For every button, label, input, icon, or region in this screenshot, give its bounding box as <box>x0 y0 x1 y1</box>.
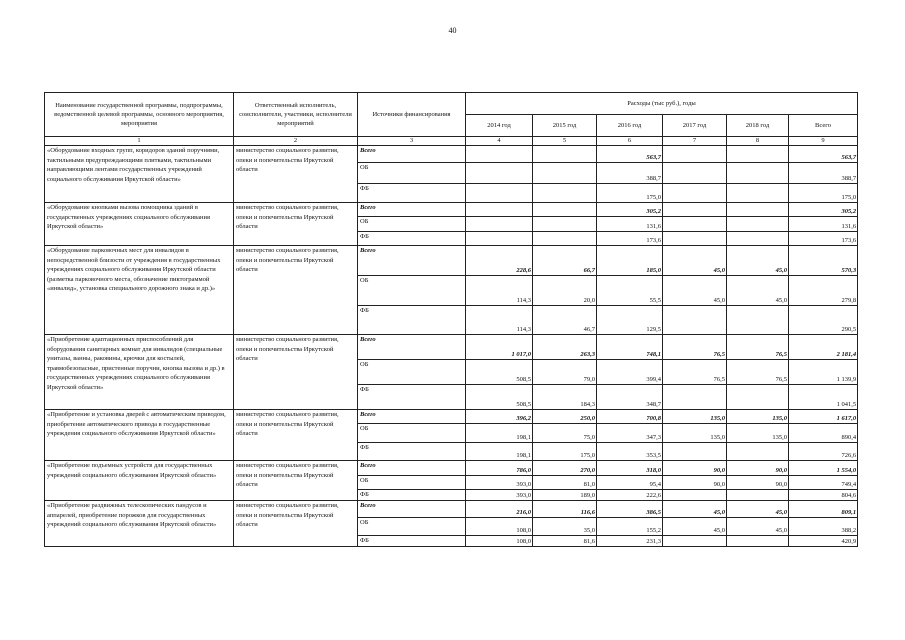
measure-name: «Приобретение подъемных устройств для государственных учреждений социального обслуживания Иркутской области» <box>45 461 234 501</box>
executor: министерство социального развития, опеки и попечительства Иркутской области <box>234 461 358 501</box>
value-2017 <box>663 146 727 163</box>
value-2014: 108,0 <box>466 518 533 536</box>
funding-source: ОБ <box>358 163 466 184</box>
value-total: 726,6 <box>789 443 858 461</box>
value-2016: 700,8 <box>597 410 663 424</box>
value-2017: 90,0 <box>663 476 727 490</box>
value-2018: 90,0 <box>727 476 789 490</box>
value-total: 563,7 <box>789 146 858 163</box>
funding-source: Всего <box>358 146 466 163</box>
value-2018 <box>727 536 789 547</box>
value-2017: 45,0 <box>663 276 727 306</box>
value-2018 <box>727 217 789 232</box>
value-total: 809,1 <box>789 501 858 518</box>
value-2017 <box>663 306 727 335</box>
value-2016: 348,7 <box>597 385 663 410</box>
value-2017: 76,5 <box>663 360 727 385</box>
value-2014: 114,3 <box>466 276 533 306</box>
value-2017: 45,0 <box>663 246 727 276</box>
value-2015: 46,7 <box>533 306 597 335</box>
value-total: 305,2 <box>789 203 858 217</box>
value-2014: 1 017,0 <box>466 335 533 360</box>
value-2017 <box>663 385 727 410</box>
value-2017 <box>663 217 727 232</box>
value-2014 <box>466 184 533 203</box>
header-expenses: Расходы (тыс руб.), годы <box>466 93 858 115</box>
value-2016: 305,2 <box>597 203 663 217</box>
value-2018 <box>727 184 789 203</box>
funding-source: ОБ <box>358 217 466 232</box>
value-2015: 270,0 <box>533 461 597 476</box>
funding-source: ОБ <box>358 424 466 443</box>
funding-source: ОБ <box>358 360 466 385</box>
value-2015: 66,7 <box>533 246 597 276</box>
value-2016: 563,7 <box>597 146 663 163</box>
table-body <box>45 146 858 547</box>
value-2018: 135,0 <box>727 410 789 424</box>
column-number: 3 <box>358 137 466 146</box>
value-2018 <box>727 490 789 501</box>
value-2014 <box>466 217 533 232</box>
value-total: 1 554,0 <box>789 461 858 476</box>
value-2015: 81,6 <box>533 536 597 547</box>
value-total: 279,8 <box>789 276 858 306</box>
value-2014: 508,5 <box>466 385 533 410</box>
table-row <box>45 501 858 518</box>
funding-source: ФБ <box>358 184 466 203</box>
value-2018 <box>727 306 789 335</box>
value-2018: 45,0 <box>727 246 789 276</box>
table-row <box>45 410 858 424</box>
funding-source: ФБ <box>358 385 466 410</box>
page-number: 40 <box>448 26 457 35</box>
value-2015 <box>533 163 597 184</box>
measure-name: «Приобретение адаптационных приспособлений для оборудования санитарных комнат для инвалидов (специальные унитазы, ванны, раковины, крючки для костылей, травмобезопасные, пристенные поручни, кнопка вызова и др.) в государственных учреждениях социального обслуживания Иркутской области» <box>45 335 234 410</box>
value-2018 <box>727 146 789 163</box>
value-total: 1 139,9 <box>789 360 858 385</box>
value-2014: 108,0 <box>466 536 533 547</box>
value-2016: 318,0 <box>597 461 663 476</box>
value-2016: 185,0 <box>597 246 663 276</box>
table-row <box>45 246 858 276</box>
value-2018 <box>727 203 789 217</box>
value-2015: 250,0 <box>533 410 597 424</box>
value-2016: 173,6 <box>597 232 663 246</box>
column-number: 5 <box>533 137 597 146</box>
value-2018 <box>727 385 789 410</box>
value-2015: 116,6 <box>533 501 597 518</box>
executor: министерство социального развития, опеки и попечительства Иркутской области <box>234 335 358 410</box>
value-total: 420,9 <box>789 536 858 547</box>
value-2017 <box>663 536 727 547</box>
value-2014: 786,0 <box>466 461 533 476</box>
value-2016: 386,5 <box>597 501 663 518</box>
value-2016: 55,5 <box>597 276 663 306</box>
funding-source: Всего <box>358 246 466 276</box>
table-row <box>45 146 858 163</box>
measure-name: «Оборудование входных групп, коридоров зданий поручнями, тактильными предупреждающими плитками, тактильными направляющими лентами государственных учреждений социального обслуживания Иркутской области» <box>45 146 234 203</box>
value-2016: 399,4 <box>597 360 663 385</box>
value-2018: 76,5 <box>727 360 789 385</box>
value-2015 <box>533 232 597 246</box>
value-2017: 135,0 <box>663 410 727 424</box>
header-executor: Ответственный исполнитель, соисполнители, участники, исполнители мероприятий <box>234 93 358 137</box>
value-2017 <box>663 203 727 217</box>
value-2016: 748,1 <box>597 335 663 360</box>
value-2018: 45,0 <box>727 276 789 306</box>
header-year-2015: 2015 год <box>533 115 597 137</box>
value-2014: 198,1 <box>466 424 533 443</box>
executor: министерство социального развития, опеки и попечительства Иркутской области <box>234 146 358 203</box>
funding-source: ОБ <box>358 276 466 306</box>
executor: министерство социального развития, опеки и попечительства Иркутской области <box>234 203 358 246</box>
value-2016: 353,5 <box>597 443 663 461</box>
header-year-2018: 2018 год <box>727 115 789 137</box>
value-2014 <box>466 232 533 246</box>
value-2017: 45,0 <box>663 501 727 518</box>
column-numbers-row <box>45 137 858 146</box>
value-2015: 35,0 <box>533 518 597 536</box>
measure-name: «Приобретение и установка дверей с автоматическим приводом, приобретение автоматического привода в государственные учреждения социального обслуживания Иркутской области» <box>45 410 234 461</box>
value-2018: 45,0 <box>727 518 789 536</box>
value-total: 570,3 <box>789 246 858 276</box>
value-2017: 90,0 <box>663 461 727 476</box>
table-row <box>45 461 858 476</box>
value-2017: 135,0 <box>663 424 727 443</box>
funding-source: ОБ <box>358 518 466 536</box>
funding-source: ФБ <box>358 306 466 335</box>
funding-source: Всего <box>358 410 466 424</box>
column-number: 1 <box>45 137 234 146</box>
table-row <box>45 203 858 217</box>
funding-source: Всего <box>358 335 466 360</box>
executor: министерство социального развития, опеки и попечительства Иркутской области <box>234 501 358 547</box>
executor: министерство социального развития, опеки и попечительства Иркутской области <box>234 246 358 335</box>
value-2015: 20,0 <box>533 276 597 306</box>
value-2018 <box>727 443 789 461</box>
value-2014: 393,0 <box>466 490 533 501</box>
measure-name: «Приобретение раздвижных телескопических пандусов и аппарелей, приобретение порожков для государственных учреждений социального обслуживания Иркутской области» <box>45 501 234 547</box>
value-total: 2 181,4 <box>789 335 858 360</box>
column-number: 7 <box>663 137 727 146</box>
executor: министерство социального развития, опеки и попечительства Иркутской области <box>234 410 358 461</box>
value-2017: 45,0 <box>663 518 727 536</box>
value-2017 <box>663 184 727 203</box>
value-2018 <box>727 232 789 246</box>
funding-source: ОБ <box>358 476 466 490</box>
financing-table <box>44 92 858 547</box>
value-2014 <box>466 146 533 163</box>
value-2014: 198,1 <box>466 443 533 461</box>
funding-source: ФБ <box>358 490 466 501</box>
value-2016: 155,2 <box>597 518 663 536</box>
header-year-2014: 2014 год <box>466 115 533 137</box>
value-2016: 129,5 <box>597 306 663 335</box>
value-2018 <box>727 163 789 184</box>
funding-source: ФБ <box>358 443 466 461</box>
value-total: 1 617,0 <box>789 410 858 424</box>
value-2017 <box>663 443 727 461</box>
value-2015: 189,0 <box>533 490 597 501</box>
value-2016: 175,0 <box>597 184 663 203</box>
value-total: 890,4 <box>789 424 858 443</box>
header-year-2017: 2017 год <box>663 115 727 137</box>
value-2015 <box>533 146 597 163</box>
value-2014: 396,2 <box>466 410 533 424</box>
value-2015: 184,3 <box>533 385 597 410</box>
measure-name: «Оборудование кнопками вызова помощника зданий в государственных учреждениях социального обслуживания Иркутской области» <box>45 203 234 246</box>
funding-source: ФБ <box>358 536 466 547</box>
funding-source: Всего <box>358 501 466 518</box>
value-2018: 135,0 <box>727 424 789 443</box>
value-2014 <box>466 203 533 217</box>
value-2015 <box>533 217 597 232</box>
measure-name: «Оборудование парковочных мест для инвалидов в непосредственной близости от учреждения в государственных учреждениях социального обслуживания Иркутской области (разметка парковочного места, обозначение пиктограммой «инвалид», установка специального дорожного знака и др.)» <box>45 246 234 335</box>
value-2017 <box>663 490 727 501</box>
header-name: Наименование государственной программы, подпрограммы, ведомственной целевой программы, основного мероприятия, мероприятия <box>45 93 234 137</box>
value-2017: 76,5 <box>663 335 727 360</box>
column-number: 4 <box>466 137 533 146</box>
value-total: 290,5 <box>789 306 858 335</box>
value-2018: 90,0 <box>727 461 789 476</box>
value-2014: 228,6 <box>466 246 533 276</box>
value-total: 804,6 <box>789 490 858 501</box>
value-2014 <box>466 163 533 184</box>
funding-source: Всего <box>358 461 466 476</box>
value-2016: 347,3 <box>597 424 663 443</box>
table-row <box>45 335 858 360</box>
header-total: Всего <box>789 115 858 137</box>
value-total: 388,2 <box>789 518 858 536</box>
value-2014: 393,0 <box>466 476 533 490</box>
value-2015: 81,0 <box>533 476 597 490</box>
column-number: 2 <box>234 137 358 146</box>
column-number: 9 <box>789 137 858 146</box>
value-total: 1 041,5 <box>789 385 858 410</box>
value-2016: 231,3 <box>597 536 663 547</box>
value-2014: 216,0 <box>466 501 533 518</box>
value-2016: 131,6 <box>597 217 663 232</box>
value-2014: 114,3 <box>466 306 533 335</box>
header-sources: Источники финансирования <box>358 93 466 137</box>
value-2017 <box>663 232 727 246</box>
value-2018: 76,5 <box>727 335 789 360</box>
value-total: 131,6 <box>789 217 858 232</box>
value-total: 175,0 <box>789 184 858 203</box>
value-2015 <box>533 203 597 217</box>
value-2016: 388,7 <box>597 163 663 184</box>
funding-source: ФБ <box>358 232 466 246</box>
value-2016: 222,6 <box>597 490 663 501</box>
value-2015: 175,0 <box>533 443 597 461</box>
value-2014: 508,5 <box>466 360 533 385</box>
value-total: 388,7 <box>789 163 858 184</box>
value-total: 173,6 <box>789 232 858 246</box>
value-total: 749,4 <box>789 476 858 490</box>
value-2015: 263,3 <box>533 335 597 360</box>
value-2015 <box>533 184 597 203</box>
header-year-2016: 2016 год <box>597 115 663 137</box>
value-2016: 95,4 <box>597 476 663 490</box>
value-2018: 45,0 <box>727 501 789 518</box>
value-2017 <box>663 163 727 184</box>
value-2015: 75,0 <box>533 424 597 443</box>
column-number: 8 <box>727 137 789 146</box>
value-2015: 79,0 <box>533 360 597 385</box>
column-number: 6 <box>597 137 663 146</box>
funding-source: Всего <box>358 203 466 217</box>
